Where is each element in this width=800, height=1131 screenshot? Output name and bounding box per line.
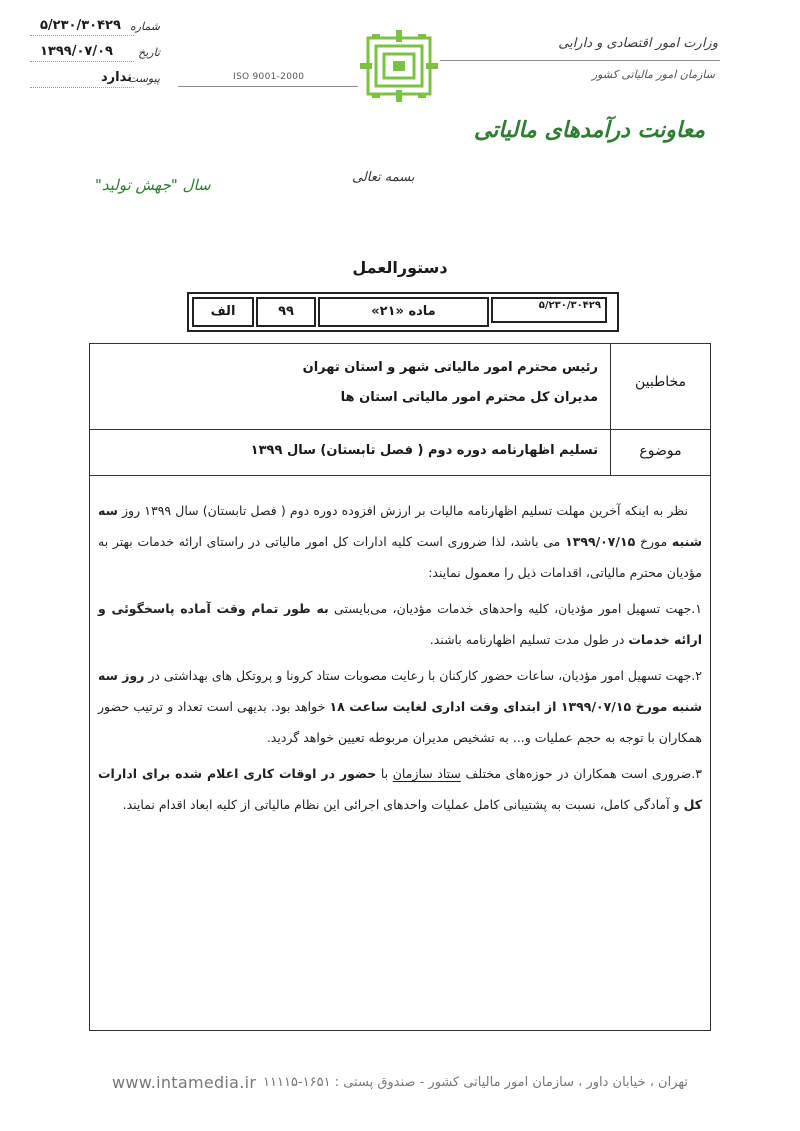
letter-date-label: تاریخ [138, 46, 160, 59]
ministry-name: وزارت امور اقتصادی و دارایی [558, 36, 718, 51]
footer-website: www.intamedia.ir [112, 1073, 257, 1092]
letter-date-row [30, 44, 160, 64]
date-dotted-line [30, 61, 134, 62]
addressee-1: رئیس محترم امور مالیاتی شهر و استان تهران [302, 360, 598, 375]
series-number: ۹۹ [256, 297, 316, 327]
bold-run: حضور در اوقات کاری اعلام شده برای ادارات کل [98, 766, 702, 812]
intro-paragraph [98, 495, 702, 588]
text-run: ۲.جهت تسهیل امور مؤدیان، ساعات حضور کارکنان با رعایت مصوبات ستاد کرونا و پروتکل های بهداشتی در [144, 668, 702, 683]
article-number: ماده «۲۱» [318, 297, 489, 327]
subject-label: موضوع [639, 443, 682, 459]
letter-attachment-label: پیوست [127, 72, 160, 85]
addressees-row [90, 344, 710, 430]
letter-attachment: ندارد [100, 70, 132, 85]
number-dotted-line [30, 35, 134, 36]
addressees-label: مخاطبین [634, 374, 687, 390]
year-slogan: سال "جهش تولید" [95, 176, 211, 194]
iso-certification: ISO 9001-2000 [233, 72, 305, 82]
letter-date: ۱۳۹۹/۰۷/۰۹ [40, 44, 113, 59]
item-2-paragraph [98, 660, 702, 753]
text-run: می باشد، لذا ضروری است کلیه ادارات کل امور مالیاتی در راستای ارائه خدمات بهتر به مؤدیان محترم مالیاتی، اقدامات ذیل را معمول نمایند: [98, 534, 702, 580]
subject-row [90, 429, 710, 476]
letter-attachment-row [30, 70, 160, 90]
organization-name: سازمان امور مالیاتی کشور [591, 68, 715, 81]
text-run: ۳.ضروری است همکاران در حوزه‌های مختلف [460, 766, 702, 781]
bold-run: سه شنبه [98, 503, 702, 549]
document-title: دستورالعمل [352, 258, 448, 277]
directive-body [98, 495, 702, 825]
letter-number: ۵/۲۳۰/۳۰۴۲۹ [40, 18, 121, 33]
directive-number-box [187, 292, 619, 332]
footer-address: تهران ، خیابان داور ، سازمان امور مالیاتی کشور - صندوق پستی : ۱۶۵۱-۱۱۱۱۵ [263, 1075, 688, 1090]
addressee-2: مدیران کل محترم امور مالیاتی استان ها [340, 390, 598, 405]
tax-organization-logo [358, 28, 440, 104]
item-3-paragraph [98, 758, 702, 820]
basmala: بسمه تعالی [352, 170, 415, 185]
reference-number: ۵/۲۳۰/۳۰۴۲۹ [491, 297, 607, 323]
header-right-rule [440, 60, 720, 61]
directive-table [89, 343, 711, 1031]
subject-text: تسلیم اظهارنامه دوره دوم ( فصل تابستان) سال ۱۳۹۹ [250, 443, 598, 458]
text-run: با [376, 766, 393, 781]
text-run: نظر به اینکه آخرین مهلت تسلیم اظهارنامه مالیات بر ارزش افزوده دوره دوم ( فصل تابستان) سال ۱۳۹۹ روز [117, 503, 689, 518]
attachment-dotted-line [30, 87, 134, 88]
underlined-run: ستاد سازمان [392, 766, 461, 781]
text-run: و آمادگی کامل، نسبت به پشتیبانی کامل عملیات واحدهای اجرائی این نظام مالیاتی از کلیه ابعاد اقدام نمایند. [122, 797, 684, 812]
letter-meta [30, 18, 160, 96]
series-alef: الف [192, 297, 254, 327]
deputy-title: معاونت درآمدهای مالیاتی [473, 118, 705, 143]
letter-number-label: شماره [129, 20, 160, 33]
bold-run: ۱۳۹۹/۰۷/۱۵ [565, 534, 636, 549]
text-run: مورخ [635, 534, 672, 549]
text-run: در طول مدت تسلیم اظهارنامه باشند. [429, 632, 629, 647]
bold-run: روز سه شنبه مورخ ۱۳۹۹/۰۷/۱۵ از ابتدای وقت اداری لغایت ساعت ۱۸ [97, 668, 703, 714]
header-left-rule [178, 86, 358, 87]
text-run: خواهد بود. بدیهی است تعداد و ترتیب حضور همکاران با توجه به حجم عملیات و... به تشخیص مدیران مربوطه تعیین خواهد گردید. [98, 699, 702, 745]
text-run: ۱.جهت تسهیل امور مؤدیان، کلیه واحدهای خدمات مؤدیان، می‌بایستی [328, 601, 702, 616]
bold-run: به طور تمام وقت آماده پاسخگوئی و ارائه خدمات [98, 601, 702, 647]
letter-number-row [30, 18, 160, 38]
item-1-paragraph [98, 593, 702, 655]
